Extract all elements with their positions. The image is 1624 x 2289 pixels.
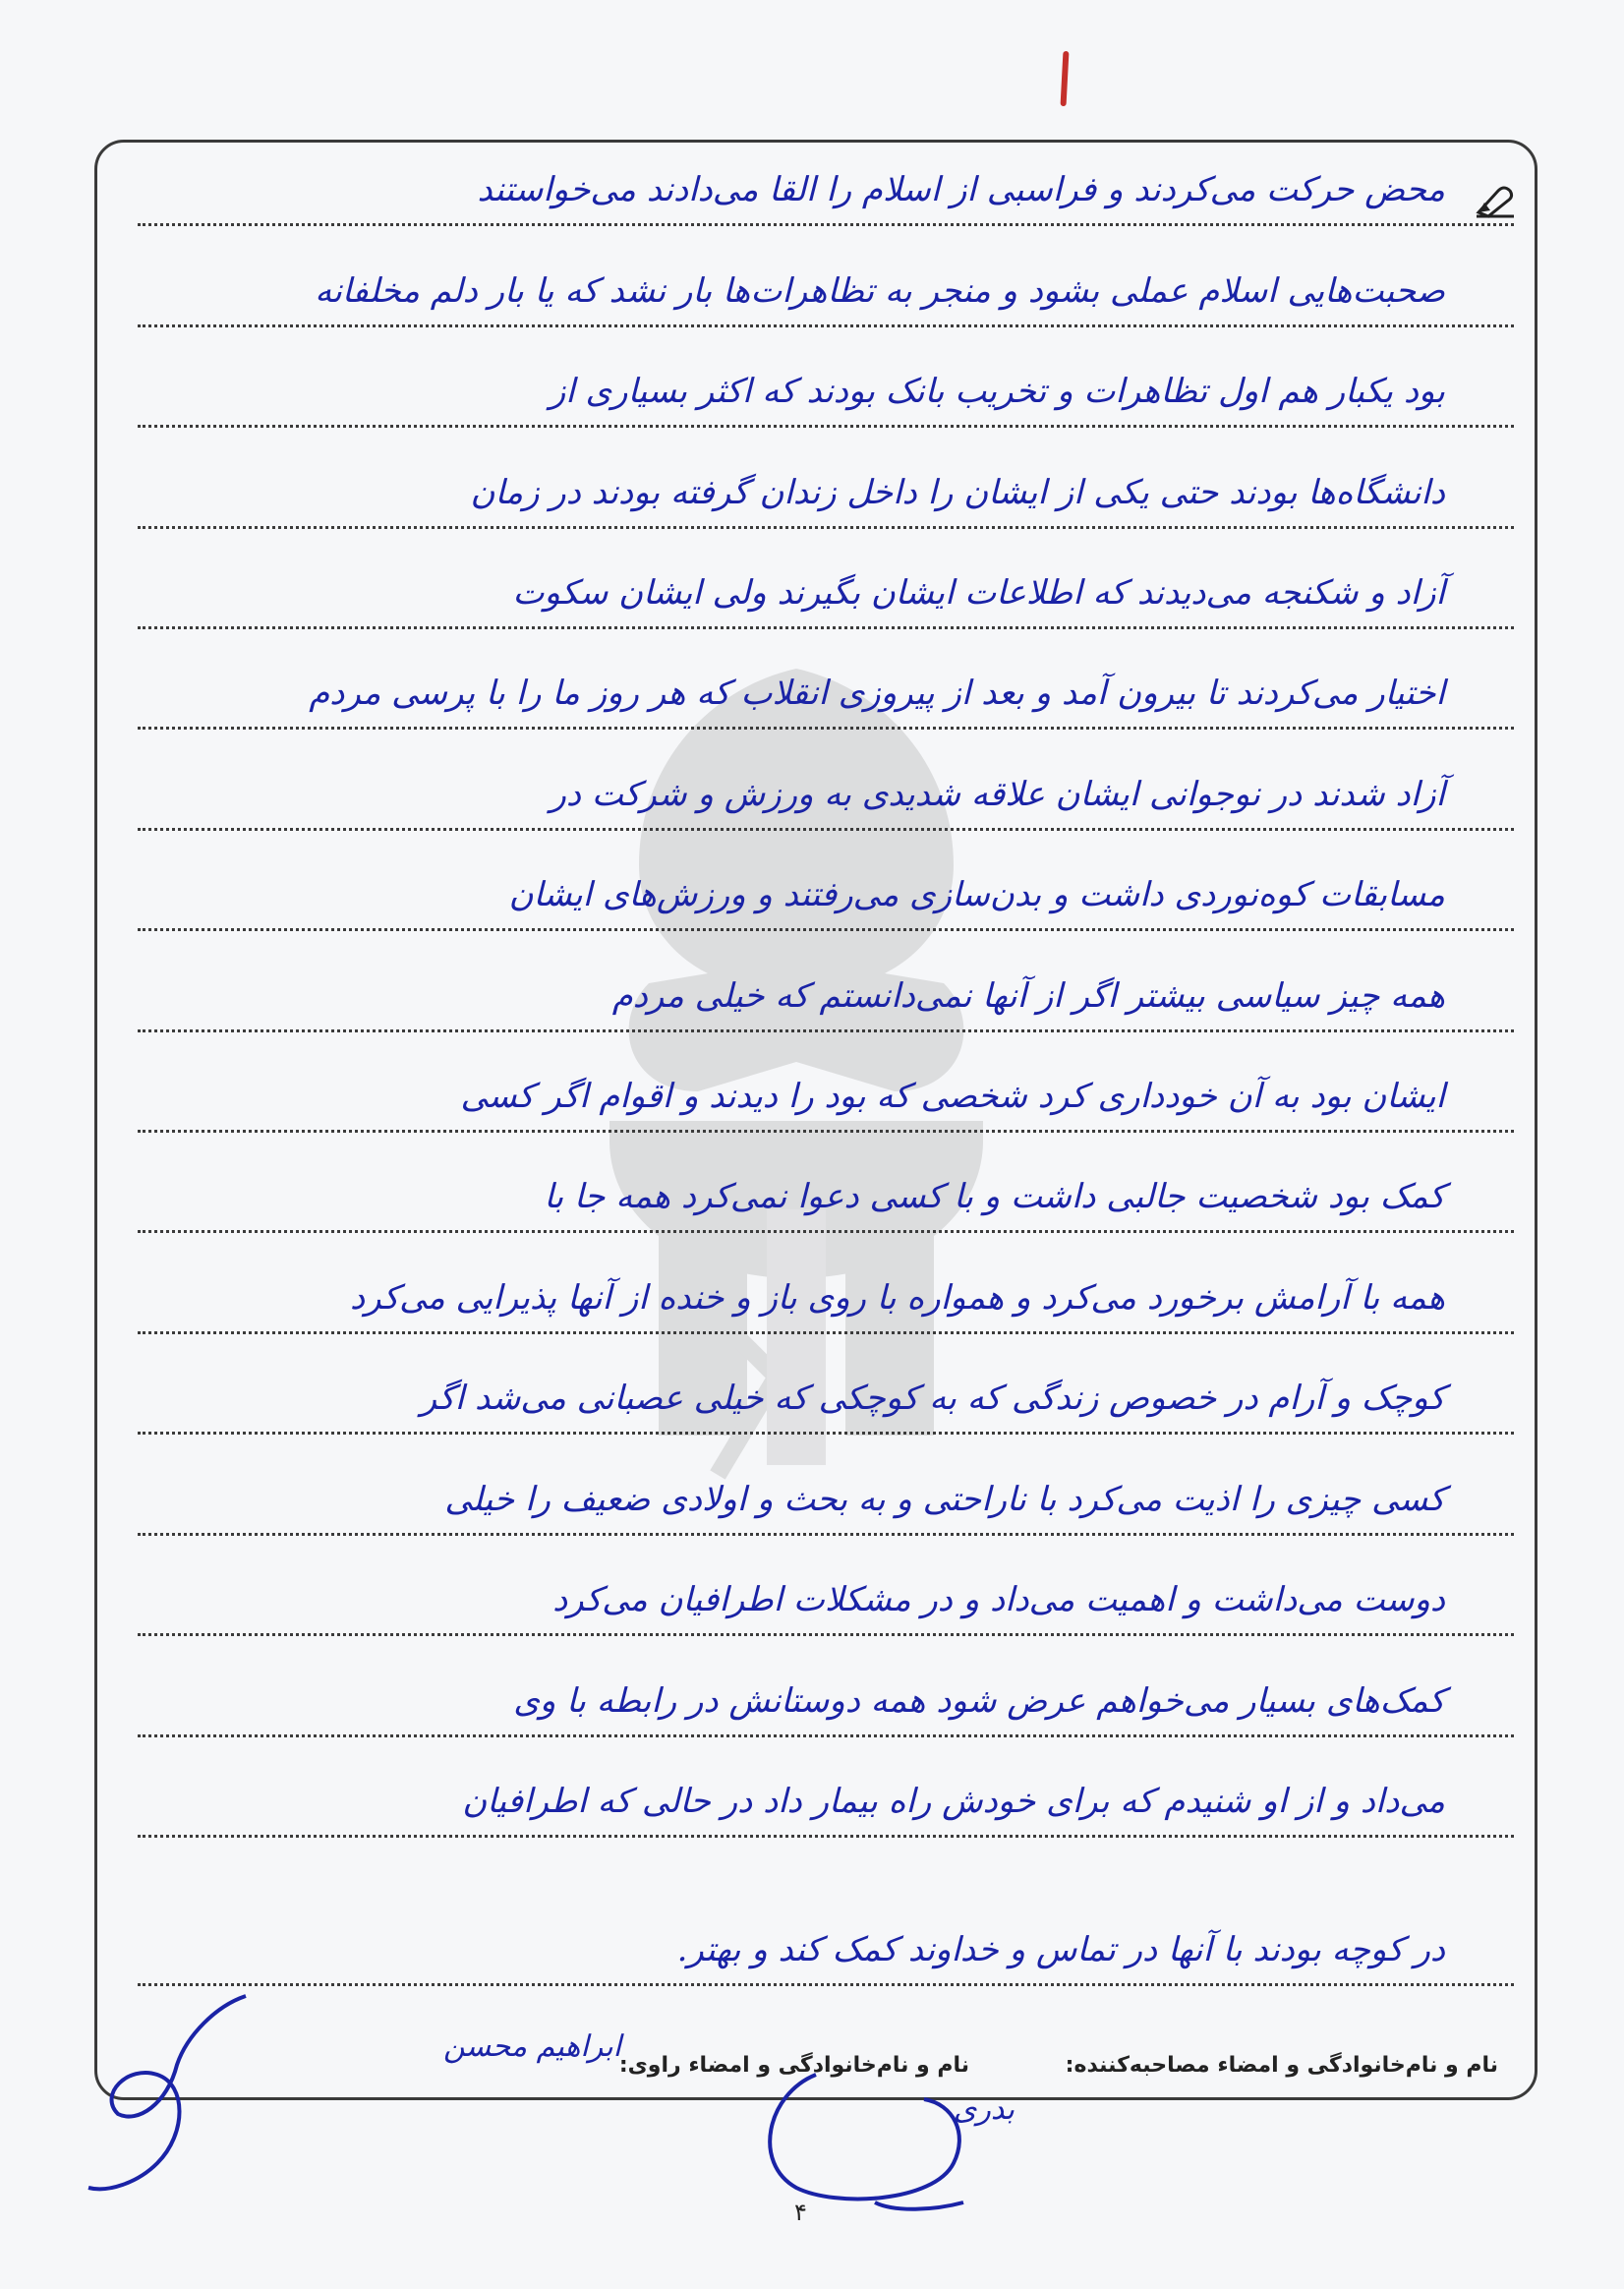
handwriting-line-text: صحبت‌هایی اسلام عملی بشود و منجر به تظاهرات‌ها بار نشد که یا بار دلم مخلفانه (315, 271, 1445, 311)
handwriting-line-text: ایشان بود به آن خودداری کرد شخصی که بود را دیدند و اقوام اگر کسی (460, 1077, 1445, 1116)
handwriting-line-text: بود یکبار هم اول تظاهرات و تخریب بانک بودند که اکثر بسیاری از (549, 372, 1445, 411)
handwriting-line (138, 1366, 1514, 1435)
handwriting-line-text: محض حرکت می‌کردند و فراسبی از اسلام را القا می‌دادند می‌خواستند (477, 170, 1445, 209)
handwriting-line (138, 157, 1514, 226)
handwriting-line-text: کمک‌های بسیار می‌خواهم عرض شود همه دوستانش در رابطه با وی (513, 1681, 1445, 1721)
handwriting-line (138, 1769, 1514, 1838)
handwriting-line (138, 1265, 1514, 1334)
page-number: ۴ (794, 2199, 807, 2226)
handwriting-line (138, 762, 1514, 831)
interviewer-signature-label: نام و نام‌خانوادگی و امضاء مصاحبه‌کننده: (1065, 2053, 1498, 2078)
handwriting-line (138, 862, 1514, 931)
handwriting-line (138, 1467, 1514, 1536)
handwriting-line-text: می‌داد و از او شنیدم که برای خودش راه بیمار داد در حالی که اطرافیان (462, 1782, 1445, 1821)
handwriting-line (138, 259, 1514, 327)
handwriting-line-text: اختیار می‌کردند تا بیرون آمد و بعد از پیروزی انقلاب که هر روز ما را با پرسی مردم (309, 674, 1445, 713)
handwriting-line-text: همه چیز سیاسی بیشتر اگر از آنها نمی‌دانستم که خیلی مردم (611, 976, 1445, 1016)
handwriting-line (138, 359, 1514, 428)
handwriting-line-text: در کوچه بودند با آنها در تماس و خداوند کمک کند و بهتر. (676, 1930, 1445, 1969)
handwriting-line-text: همه با آرامش برخورد می‌کرد و همواره با روی باز و خنده از آنها پذیرایی می‌کرد (350, 1278, 1445, 1318)
handwriting-line-text: کمک بود شخصیت جالبی داشت و با کسی دعوا نمی‌کرد همه جا با (544, 1177, 1445, 1216)
handwriting-area (138, 0, 1514, 2289)
handwriting-line-text: کوچک و آرام در خصوص زندگی که به کوچکی که خیلی عصبانی می‌شد اگر (420, 1379, 1445, 1418)
handwriting-line (138, 1917, 1514, 1986)
narrator-signature-stroke (39, 1976, 334, 2202)
handwriting-line-text: آزاد و شکنجه می‌دیدند که اطلاعات ایشان بگیرند ولی ایشان سکوت (512, 573, 1445, 613)
handwriting-line (138, 661, 1514, 730)
handwriting-line (138, 1164, 1514, 1233)
handwriting-line (138, 964, 1514, 1032)
narrator-signature-label: نام و نام‌خانوادگی و امضاء راوی: (618, 2053, 969, 2078)
narrator-signature: ابراهیم محسن (443, 2029, 621, 2064)
interviewer-signature: بدری (953, 2092, 1015, 2127)
handwriting-line (138, 1567, 1514, 1636)
handwriting-line (138, 1669, 1514, 1737)
handwriting-line (138, 1064, 1514, 1133)
handwriting-line-text: مسابقات کوه‌نوردی داشت و بدن‌سازی می‌رفتند و ورزش‌های ایشان (508, 875, 1445, 914)
handwriting-line-text: دوست می‌داشت و اهمیت می‌داد و در مشکلات اطرافیان می‌کرد (552, 1580, 1445, 1619)
handwriting-line-text: دانشگاه‌ها بودند حتی یکی از ایشان را داخل زندان گرفته بودند در زمان (470, 473, 1445, 512)
interviewer-signature-stroke (757, 2055, 1003, 2212)
handwriting-line-text: کسی چیزی را اذیت می‌کرد با ناراحتی و به بحث و اولادی ضعیف را خیلی (444, 1480, 1445, 1519)
handwriting-line-text: آزاد شدند در نوجوانی ایشان علاقه شدیدی به ورزش و شرکت در (550, 775, 1445, 814)
handwriting-line (138, 460, 1514, 529)
handwriting-line (138, 560, 1514, 629)
